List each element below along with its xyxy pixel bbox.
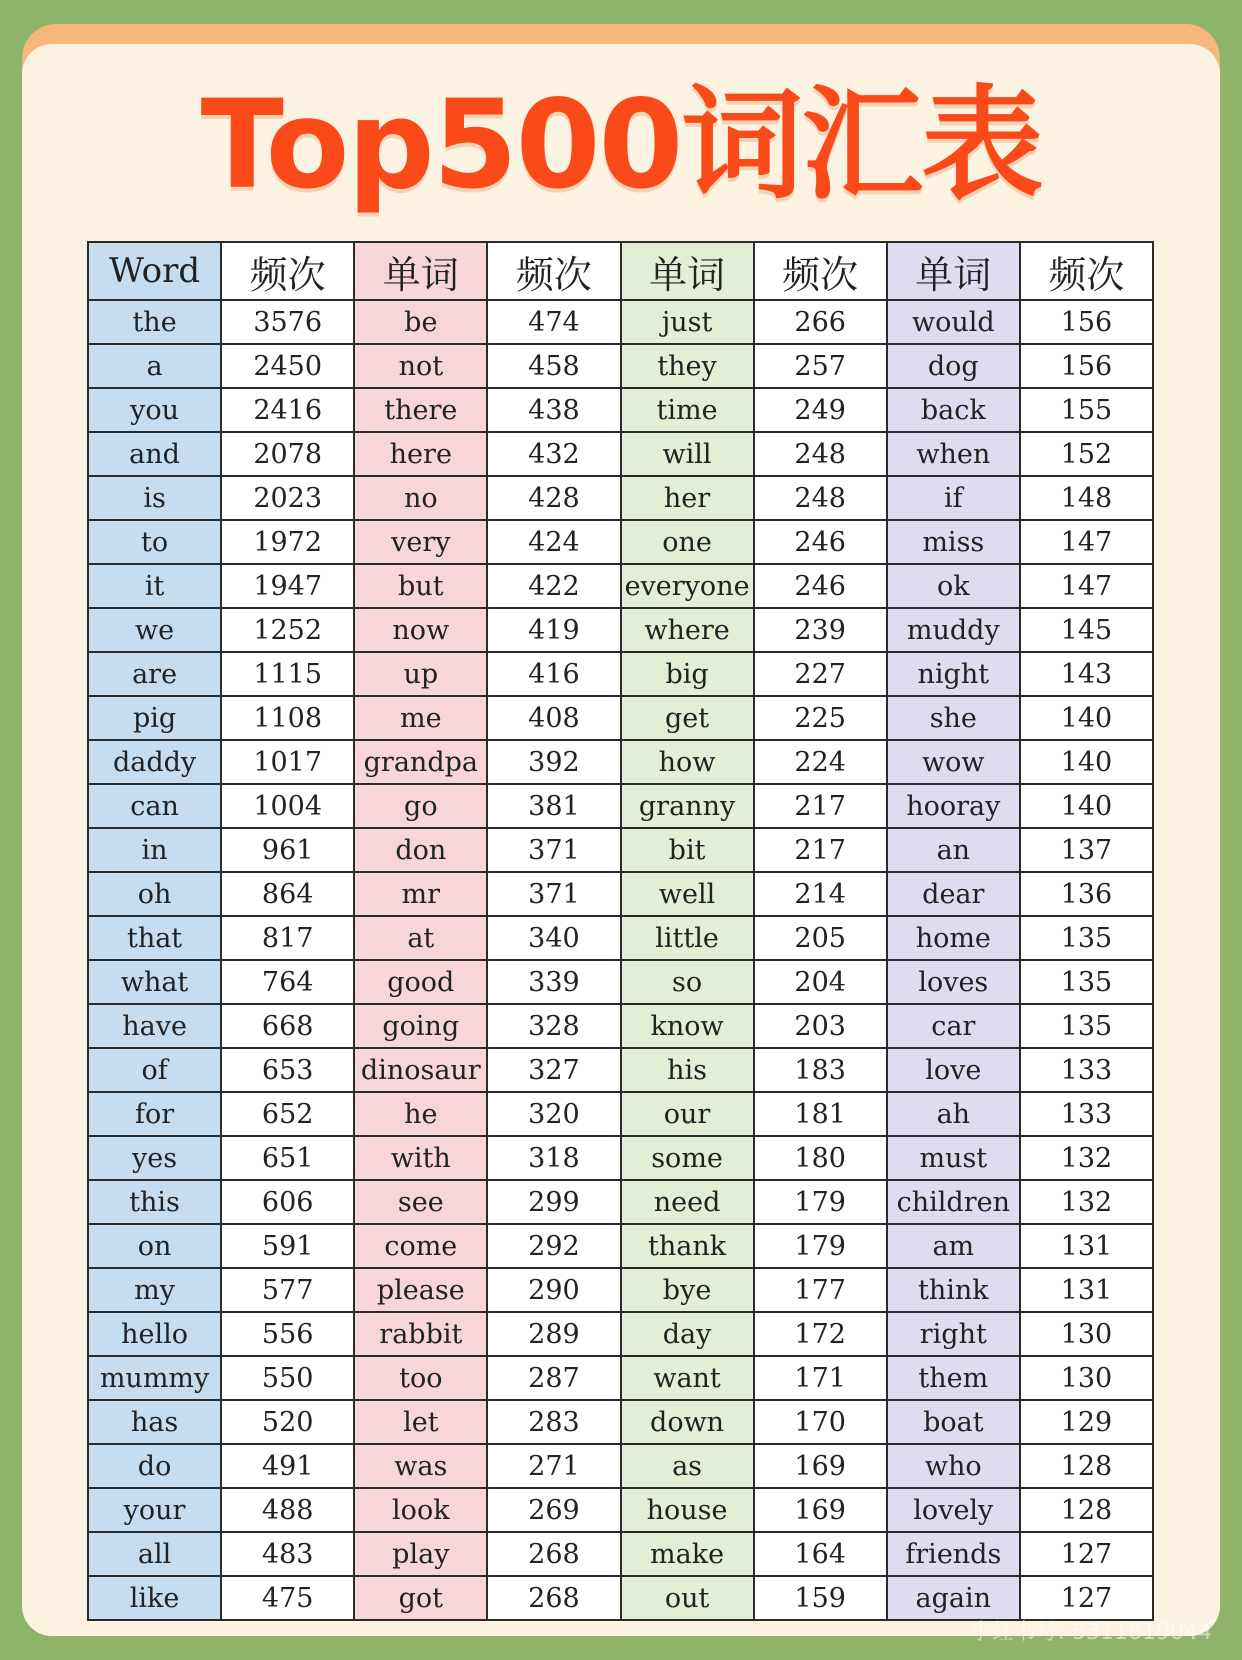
frequency-cell: 148 <box>1020 476 1153 520</box>
frequency-cell: 328 <box>487 1004 620 1048</box>
frequency-cell: 268 <box>487 1532 620 1576</box>
table-row <box>88 564 1153 608</box>
frequency-cell: 491 <box>221 1444 354 1488</box>
frequency-cell: 133 <box>1020 1048 1153 1092</box>
frequency-cell: 1108 <box>221 696 354 740</box>
frequency-cell: 550 <box>221 1356 354 1400</box>
word-cell: now <box>354 608 487 652</box>
frequency-cell: 299 <box>487 1180 620 1224</box>
header-word-col3: 单词 <box>621 242 754 300</box>
word-cell: her <box>621 476 754 520</box>
word-cell: very <box>354 520 487 564</box>
word-cell: dinosaur <box>354 1048 487 1092</box>
word-cell: don <box>354 828 487 872</box>
word-cell: bit <box>621 828 754 872</box>
word-cell: want <box>621 1356 754 1400</box>
frequency-cell: 129 <box>1020 1400 1153 1444</box>
word-cell: big <box>621 652 754 696</box>
frequency-cell: 339 <box>487 960 620 1004</box>
frequency-cell: 1017 <box>221 740 354 784</box>
word-cell: your <box>88 1488 221 1532</box>
frequency-cell: 483 <box>221 1532 354 1576</box>
word-cell: everyone <box>621 564 754 608</box>
table-row <box>88 1224 1153 1268</box>
frequency-cell: 520 <box>221 1400 354 1444</box>
word-cell: loves <box>887 960 1020 1004</box>
word-cell: must <box>887 1136 1020 1180</box>
frequency-cell: 1972 <box>221 520 354 564</box>
word-cell: know <box>621 1004 754 1048</box>
frequency-cell: 668 <box>221 1004 354 1048</box>
frequency-cell: 577 <box>221 1268 354 1312</box>
frequency-cell: 2023 <box>221 476 354 520</box>
table-row <box>88 1180 1153 1224</box>
word-cell: dear <box>887 872 1020 916</box>
word-cell: are <box>88 652 221 696</box>
frequency-cell: 155 <box>1020 388 1153 432</box>
frequency-cell: 217 <box>754 784 887 828</box>
frequency-cell: 248 <box>754 476 887 520</box>
table-row <box>88 1268 1153 1312</box>
word-cell: as <box>621 1444 754 1488</box>
frequency-cell: 764 <box>221 960 354 1004</box>
frequency-cell: 127 <box>1020 1576 1153 1620</box>
word-cell: that <box>88 916 221 960</box>
table-row <box>88 784 1153 828</box>
frequency-cell: 179 <box>754 1180 887 1224</box>
frequency-cell: 203 <box>754 1004 887 1048</box>
frequency-cell: 287 <box>487 1356 620 1400</box>
word-cell: if <box>887 476 1020 520</box>
frequency-cell: 147 <box>1020 520 1153 564</box>
table-row <box>88 608 1153 652</box>
frequency-cell: 269 <box>487 1488 620 1532</box>
frequency-cell: 653 <box>221 1048 354 1092</box>
frequency-cell: 181 <box>754 1092 887 1136</box>
word-cell: go <box>354 784 487 828</box>
frequency-cell: 227 <box>754 652 887 696</box>
frequency-cell: 2078 <box>221 432 354 476</box>
frequency-cell: 217 <box>754 828 887 872</box>
frequency-cell: 246 <box>754 520 887 564</box>
watermark: 小红书号: 5311619044 <box>969 1620 1212 1645</box>
frequency-cell: 475 <box>221 1576 354 1620</box>
table-row <box>88 1092 1153 1136</box>
word-cell: friends <box>887 1532 1020 1576</box>
word-cell: need <box>621 1180 754 1224</box>
word-cell: there <box>354 388 487 432</box>
frequency-cell: 132 <box>1020 1136 1153 1180</box>
table-row <box>88 1488 1153 1532</box>
frequency-cell: 225 <box>754 696 887 740</box>
frequency-cell: 432 <box>487 432 620 476</box>
word-cell: come <box>354 1224 487 1268</box>
frequency-cell: 140 <box>1020 696 1153 740</box>
word-cell: again <box>887 1576 1020 1620</box>
word-cell: here <box>354 432 487 476</box>
table-row <box>88 1400 1153 1444</box>
word-cell: will <box>621 432 754 476</box>
word-cell: to <box>88 520 221 564</box>
frequency-cell: 136 <box>1020 872 1153 916</box>
word-cell: look <box>354 1488 487 1532</box>
frequency-cell: 556 <box>221 1312 354 1356</box>
table-row <box>88 960 1153 1004</box>
word-cell: too <box>354 1356 487 1400</box>
table-row <box>88 476 1153 520</box>
table-row <box>88 432 1153 476</box>
table-body <box>88 300 1153 1620</box>
frequency-cell: 156 <box>1020 344 1153 388</box>
frequency-cell: 1947 <box>221 564 354 608</box>
table-row <box>88 1136 1153 1180</box>
word-cell: hello <box>88 1312 221 1356</box>
word-cell: me <box>354 696 487 740</box>
word-cell: one <box>621 520 754 564</box>
word-cell: miss <box>887 520 1020 564</box>
frequency-cell: 422 <box>487 564 620 608</box>
word-cell: where <box>621 608 754 652</box>
frequency-cell: 239 <box>754 608 887 652</box>
frequency-cell: 159 <box>754 1576 887 1620</box>
table-row <box>88 916 1153 960</box>
word-cell: for <box>88 1092 221 1136</box>
frequency-cell: 152 <box>1020 432 1153 476</box>
word-cell: can <box>88 784 221 828</box>
frequency-cell: 214 <box>754 872 887 916</box>
word-cell: you <box>88 388 221 432</box>
frequency-cell: 458 <box>487 344 620 388</box>
table-row <box>88 388 1153 432</box>
word-cell: up <box>354 652 487 696</box>
word-cell: little <box>621 916 754 960</box>
frequency-cell: 132 <box>1020 1180 1153 1224</box>
word-cell: granny <box>621 784 754 828</box>
word-cell: be <box>354 300 487 344</box>
word-cell: our <box>621 1092 754 1136</box>
word-cell: rabbit <box>354 1312 487 1356</box>
word-cell: get <box>621 696 754 740</box>
frequency-cell: 183 <box>754 1048 887 1092</box>
table-row <box>88 1004 1153 1048</box>
frequency-cell: 135 <box>1020 1004 1153 1048</box>
frequency-cell: 205 <box>754 916 887 960</box>
word-cell: when <box>887 432 1020 476</box>
frequency-cell: 130 <box>1020 1356 1153 1400</box>
word-cell: and <box>88 432 221 476</box>
word-cell: a <box>88 344 221 388</box>
frequency-cell: 249 <box>754 388 887 432</box>
frequency-cell: 606 <box>221 1180 354 1224</box>
word-cell: out <box>621 1576 754 1620</box>
frequency-cell: 371 <box>487 828 620 872</box>
word-cell: do <box>88 1444 221 1488</box>
word-cell: some <box>621 1136 754 1180</box>
frequency-cell: 145 <box>1020 608 1153 652</box>
word-cell: ok <box>887 564 1020 608</box>
frequency-cell: 171 <box>754 1356 887 1400</box>
frequency-cell: 128 <box>1020 1444 1153 1488</box>
frequency-cell: 130 <box>1020 1312 1153 1356</box>
word-cell: has <box>88 1400 221 1444</box>
word-cell: with <box>354 1136 487 1180</box>
word-cell: all <box>88 1532 221 1576</box>
word-cell: how <box>621 740 754 784</box>
frequency-cell: 140 <box>1020 784 1153 828</box>
word-cell: like <box>88 1576 221 1620</box>
frequency-cell: 864 <box>221 872 354 916</box>
frequency-cell: 2416 <box>221 388 354 432</box>
frequency-cell: 164 <box>754 1532 887 1576</box>
word-cell: grandpa <box>354 740 487 784</box>
table-row <box>88 828 1153 872</box>
word-cell: car <box>887 1004 1020 1048</box>
frequency-cell: 133 <box>1020 1092 1153 1136</box>
table-row <box>88 520 1153 564</box>
word-cell: them <box>887 1356 1020 1400</box>
word-cell: of <box>88 1048 221 1092</box>
word-cell: back <box>887 388 1020 432</box>
frequency-cell: 416 <box>487 652 620 696</box>
word-cell: good <box>354 960 487 1004</box>
word-cell: muddy <box>887 608 1020 652</box>
word-cell: mr <box>354 872 487 916</box>
word-cell: home <box>887 916 1020 960</box>
frequency-cell: 428 <box>487 476 620 520</box>
word-cell: wow <box>887 740 1020 784</box>
frequency-cell: 1004 <box>221 784 354 828</box>
table-row <box>88 1444 1153 1488</box>
frequency-cell: 172 <box>754 1312 887 1356</box>
frequency-cell: 268 <box>487 1576 620 1620</box>
table-row <box>88 1576 1153 1620</box>
frequency-cell: 266 <box>754 300 887 344</box>
frequency-cell: 143 <box>1020 652 1153 696</box>
frequency-cell: 246 <box>754 564 887 608</box>
vocabulary-table <box>87 241 1154 1621</box>
word-cell: the <box>88 300 221 344</box>
word-cell: house <box>621 1488 754 1532</box>
frequency-cell: 488 <box>221 1488 354 1532</box>
word-cell: ah <box>887 1092 1020 1136</box>
frequency-cell: 371 <box>487 872 620 916</box>
frequency-cell: 290 <box>487 1268 620 1312</box>
word-cell: boat <box>887 1400 1020 1444</box>
word-cell: we <box>88 608 221 652</box>
word-cell: who <box>887 1444 1020 1488</box>
header-frequency-col3: 频次 <box>754 242 887 300</box>
frequency-cell: 381 <box>487 784 620 828</box>
frequency-cell: 652 <box>221 1092 354 1136</box>
frequency-cell: 131 <box>1020 1268 1153 1312</box>
frequency-cell: 289 <box>487 1312 620 1356</box>
frequency-cell: 474 <box>487 300 620 344</box>
table-row <box>88 652 1153 696</box>
header-word-col2: 单词 <box>354 242 487 300</box>
frequency-cell: 1252 <box>221 608 354 652</box>
word-cell: down <box>621 1400 754 1444</box>
word-cell: so <box>621 960 754 1004</box>
frequency-cell: 156 <box>1020 300 1153 344</box>
frequency-cell: 169 <box>754 1488 887 1532</box>
word-cell: please <box>354 1268 487 1312</box>
frequency-cell: 257 <box>754 344 887 388</box>
page-title: Top500词汇表 <box>200 74 1042 216</box>
word-cell: thank <box>621 1224 754 1268</box>
word-cell: lovely <box>887 1488 1020 1532</box>
word-cell: children <box>887 1180 1020 1224</box>
word-cell: on <box>88 1224 221 1268</box>
word-cell: he <box>354 1092 487 1136</box>
word-cell: his <box>621 1048 754 1092</box>
frequency-cell: 248 <box>754 432 887 476</box>
word-cell: an <box>887 828 1020 872</box>
frequency-cell: 135 <box>1020 960 1153 1004</box>
word-cell: oh <box>88 872 221 916</box>
frequency-cell: 327 <box>487 1048 620 1092</box>
table-row <box>88 344 1153 388</box>
frequency-cell: 140 <box>1020 740 1153 784</box>
frequency-cell: 651 <box>221 1136 354 1180</box>
word-cell: think <box>887 1268 1020 1312</box>
frequency-cell: 817 <box>221 916 354 960</box>
word-cell: love <box>887 1048 1020 1092</box>
word-cell: just <box>621 300 754 344</box>
word-cell: am <box>887 1224 1020 1268</box>
frequency-cell: 128 <box>1020 1488 1153 1532</box>
header-frequency-col1: 频次 <box>221 242 354 300</box>
word-cell: let <box>354 1400 487 1444</box>
table-row <box>88 872 1153 916</box>
word-cell: right <box>887 1312 1020 1356</box>
word-cell: make <box>621 1532 754 1576</box>
word-cell: was <box>354 1444 487 1488</box>
word-cell: at <box>354 916 487 960</box>
word-cell: daddy <box>88 740 221 784</box>
word-cell: mummy <box>88 1356 221 1400</box>
frequency-cell: 3576 <box>221 300 354 344</box>
word-cell: it <box>88 564 221 608</box>
frequency-cell: 424 <box>487 520 620 564</box>
table-row <box>88 696 1153 740</box>
frequency-cell: 271 <box>487 1444 620 1488</box>
word-cell: time <box>621 388 754 432</box>
table-row <box>88 300 1153 344</box>
frequency-cell: 170 <box>754 1400 887 1444</box>
frequency-cell: 292 <box>487 1224 620 1268</box>
table-row <box>88 1048 1153 1092</box>
table-row <box>88 1356 1153 1400</box>
frequency-cell: 591 <box>221 1224 354 1268</box>
frequency-cell: 340 <box>487 916 620 960</box>
frequency-cell: 408 <box>487 696 620 740</box>
frequency-cell: 131 <box>1020 1224 1153 1268</box>
frequency-cell: 318 <box>487 1136 620 1180</box>
word-cell: got <box>354 1576 487 1620</box>
word-cell: going <box>354 1004 487 1048</box>
frequency-cell: 127 <box>1020 1532 1153 1576</box>
frequency-cell: 135 <box>1020 916 1153 960</box>
frequency-cell: 180 <box>754 1136 887 1180</box>
table-row <box>88 1312 1153 1356</box>
header-word-col1: Word <box>88 242 221 300</box>
header-frequency-col4: 频次 <box>1020 242 1153 300</box>
word-cell: have <box>88 1004 221 1048</box>
word-cell: not <box>354 344 487 388</box>
word-cell: they <box>621 344 754 388</box>
header-word-col4: 单词 <box>887 242 1020 300</box>
word-cell: bye <box>621 1268 754 1312</box>
word-cell: night <box>887 652 1020 696</box>
frequency-cell: 961 <box>221 828 354 872</box>
frequency-cell: 204 <box>754 960 887 1004</box>
word-cell: would <box>887 300 1020 344</box>
frequency-cell: 224 <box>754 740 887 784</box>
frequency-cell: 1115 <box>221 652 354 696</box>
frequency-cell: 419 <box>487 608 620 652</box>
frequency-cell: 147 <box>1020 564 1153 608</box>
word-cell: in <box>88 828 221 872</box>
word-cell: yes <box>88 1136 221 1180</box>
table-row <box>88 1532 1153 1576</box>
word-cell: dog <box>887 344 1020 388</box>
frequency-cell: 392 <box>487 740 620 784</box>
frequency-cell: 2450 <box>221 344 354 388</box>
word-cell: day <box>621 1312 754 1356</box>
frequency-cell: 177 <box>754 1268 887 1312</box>
word-cell: this <box>88 1180 221 1224</box>
word-cell: but <box>354 564 487 608</box>
header-frequency-col2: 频次 <box>487 242 620 300</box>
word-cell: my <box>88 1268 221 1312</box>
frequency-cell: 179 <box>754 1224 887 1268</box>
table-row <box>88 740 1153 784</box>
word-cell: no <box>354 476 487 520</box>
word-cell: hooray <box>887 784 1020 828</box>
word-cell: well <box>621 872 754 916</box>
frequency-cell: 137 <box>1020 828 1153 872</box>
word-cell: play <box>354 1532 487 1576</box>
word-cell: is <box>88 476 221 520</box>
word-cell: pig <box>88 696 221 740</box>
frequency-cell: 438 <box>487 388 620 432</box>
word-cell: see <box>354 1180 487 1224</box>
word-cell: what <box>88 960 221 1004</box>
frequency-cell: 320 <box>487 1092 620 1136</box>
frequency-cell: 169 <box>754 1444 887 1488</box>
table-header-row <box>88 242 1153 300</box>
word-cell: she <box>887 696 1020 740</box>
frequency-cell: 283 <box>487 1400 620 1444</box>
